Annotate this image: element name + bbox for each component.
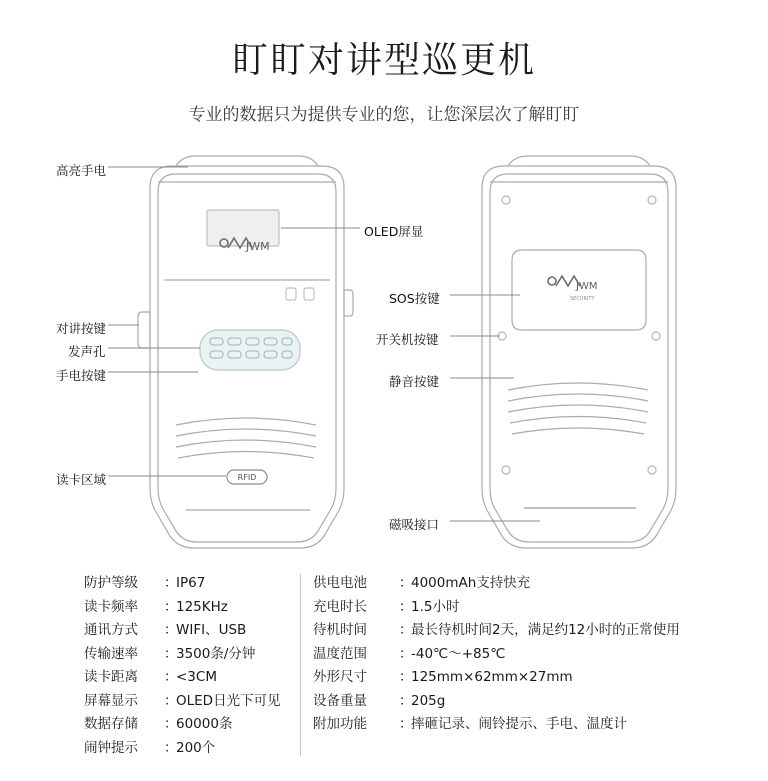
spec-row bbox=[84, 572, 281, 596]
spec-row bbox=[313, 572, 680, 596]
spec-label: 供电电池 bbox=[313, 575, 367, 591]
spec-value: <3CM bbox=[176, 669, 217, 685]
led-indicator-1 bbox=[286, 288, 296, 300]
page-subtitle: 专业的数据只为提供专业的您，让您深层次了解盯盯 bbox=[188, 105, 580, 125]
spec-value: 3500条/分钟 bbox=[176, 645, 256, 662]
spec-label: 传输速率 bbox=[84, 645, 138, 662]
back-outer-shell bbox=[482, 166, 676, 548]
callout-magnetic: 磁吸接口 bbox=[389, 517, 440, 532]
svg-text:JWM: JWM bbox=[246, 240, 270, 253]
callout-speaker: 发声孔 bbox=[68, 344, 106, 359]
callout-mute: 静音按键 bbox=[389, 374, 440, 389]
device-diagram bbox=[0, 140, 768, 560]
spec-label: 外形尺寸 bbox=[313, 669, 367, 685]
spec-separator: ： bbox=[164, 669, 178, 685]
spec-row bbox=[313, 666, 680, 690]
spec-label: 读卡频率 bbox=[84, 598, 138, 615]
brand-logo-back bbox=[548, 276, 597, 302]
spec-label: 闹钟提示 bbox=[84, 739, 138, 756]
rfid-badge-text: RFID bbox=[237, 473, 257, 482]
spec-value: -40℃～+85℃ bbox=[411, 645, 506, 662]
spec-separator: ： bbox=[399, 622, 413, 638]
spec-value: 200个 bbox=[176, 739, 216, 756]
spec-row bbox=[313, 690, 680, 714]
spec-value: WIFI、USB bbox=[176, 622, 247, 638]
spec-row bbox=[84, 643, 281, 667]
spec-row bbox=[313, 619, 680, 643]
spec-label: 附加功能 bbox=[313, 716, 367, 732]
callout-light-button: 手电按键 bbox=[56, 368, 107, 383]
spec-column-right bbox=[313, 572, 680, 737]
spec-row bbox=[313, 713, 680, 737]
spec-separator: ： bbox=[164, 692, 178, 709]
spec-row bbox=[84, 619, 281, 643]
spec-label: 屏幕显示 bbox=[84, 692, 138, 709]
callout-power: 开关机按键 bbox=[376, 332, 439, 347]
back-vents bbox=[508, 383, 648, 434]
spec-label: 待机时间 bbox=[313, 622, 367, 638]
spec-separator: ： bbox=[399, 598, 413, 615]
leader-lines bbox=[108, 167, 540, 521]
back-top-cap bbox=[508, 156, 650, 166]
spec-value: 4000mAh支持快充 bbox=[411, 575, 531, 591]
svg-text:SECURITY: SECURITY bbox=[570, 296, 595, 302]
spec-label: 设备重量 bbox=[313, 692, 367, 709]
page-title: 盯盯对讲型巡更机 bbox=[231, 40, 536, 81]
callout-ptt: 对讲按键 bbox=[56, 321, 107, 336]
spec-separator: ： bbox=[164, 575, 178, 591]
flashlight-head bbox=[176, 156, 318, 166]
ptt-button bbox=[138, 312, 150, 348]
spec-row bbox=[84, 596, 281, 620]
spec-row bbox=[84, 737, 281, 761]
spec-separator: ： bbox=[164, 739, 178, 756]
spec-value: 最长待机时间2天，满足约12小时的正常使用 bbox=[411, 622, 680, 638]
spec-label: 温度范围 bbox=[313, 645, 367, 662]
spec-label: 数据存储 bbox=[84, 716, 138, 732]
led-indicator-2 bbox=[304, 288, 314, 300]
spec-separator: ： bbox=[164, 716, 178, 732]
spec-separator: ： bbox=[399, 645, 413, 662]
spec-label: 读卡距离 bbox=[84, 669, 138, 685]
speaker-grill-panel bbox=[200, 330, 300, 370]
spec-separator: ： bbox=[399, 692, 413, 709]
spec-value: OLED日光下可见 bbox=[176, 692, 281, 709]
callout-rfid-area: 读卡区域 bbox=[56, 472, 107, 487]
spec-value: 60000条 bbox=[176, 716, 233, 732]
spec-separator: ： bbox=[164, 622, 178, 638]
front-vents bbox=[176, 418, 316, 458]
spec-value: 125KHz bbox=[176, 598, 228, 615]
spec-row bbox=[313, 643, 680, 667]
spec-row bbox=[84, 690, 281, 714]
callout-oled: OLED屏显 bbox=[364, 224, 424, 239]
spec-separator: ： bbox=[164, 598, 178, 615]
spec-label: 通讯方式 bbox=[84, 622, 138, 638]
spec-separator: ： bbox=[399, 716, 413, 732]
spec-value: 125mm×62mm×27mm bbox=[411, 669, 573, 685]
spec-value: 1.5小时 bbox=[411, 598, 460, 615]
device-diagram-svg bbox=[0, 140, 768, 560]
spec-separator: ： bbox=[399, 575, 413, 591]
side-button-right bbox=[344, 290, 353, 316]
spec-label: 充电时长 bbox=[313, 598, 367, 615]
svg-text:JWM: JWM bbox=[576, 281, 598, 292]
spec-column-left bbox=[84, 572, 281, 760]
spec-label: 防护等级 bbox=[84, 575, 138, 591]
spec-value: 摔砸记录、闹铃提示、手电、温度计 bbox=[411, 716, 627, 732]
spec-separator: ： bbox=[164, 645, 178, 662]
spec-row bbox=[84, 713, 281, 737]
callout-sos: SOS按键 bbox=[389, 291, 440, 306]
callout-flashlight: 高亮手电 bbox=[56, 163, 107, 178]
spec-tables bbox=[0, 572, 768, 772]
spec-value: IP67 bbox=[176, 575, 206, 591]
spec-row bbox=[84, 666, 281, 690]
spec-value: 205g bbox=[411, 692, 446, 709]
spec-row bbox=[313, 596, 680, 620]
spec-separator: ： bbox=[399, 669, 413, 685]
back-inner-shell bbox=[490, 174, 668, 542]
